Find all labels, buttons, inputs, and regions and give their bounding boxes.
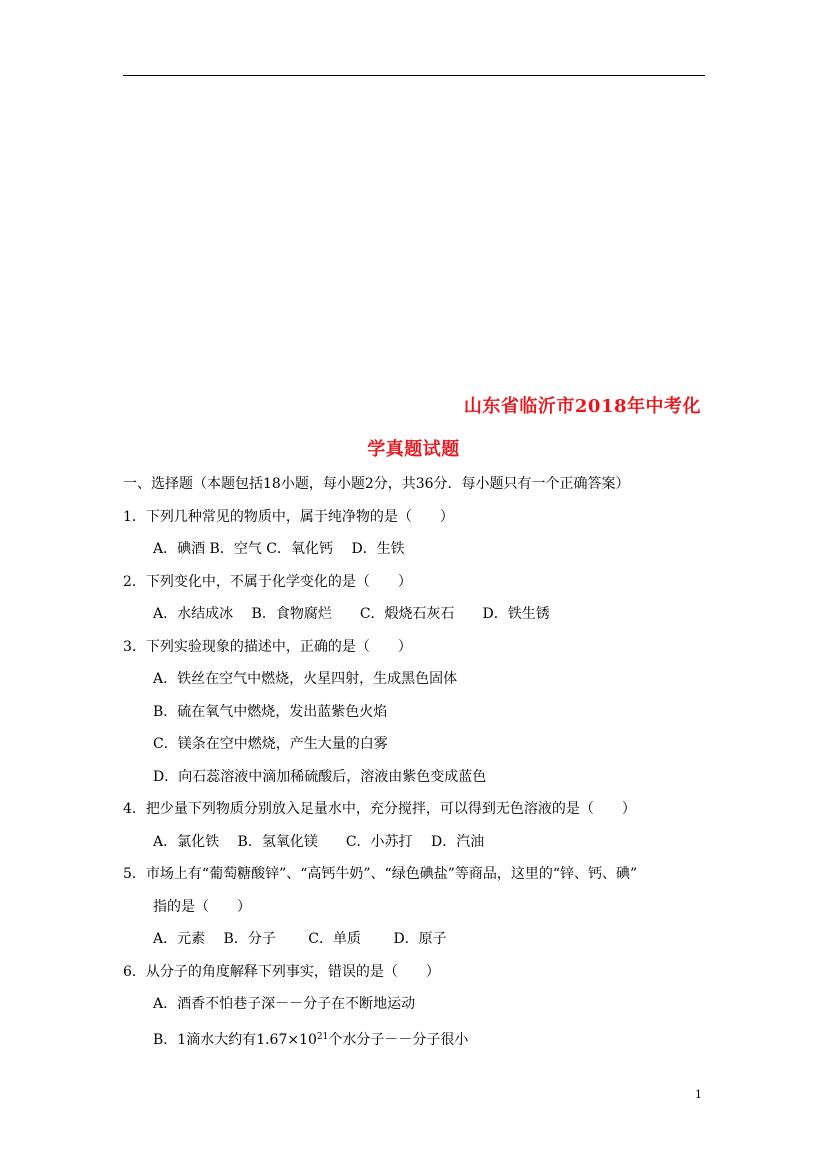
question-3-option-b: B．硫在氧气中燃烧，发出蓝紫色火焰 (153, 703, 388, 720)
question-1-options: A．碘酒 B．空气 C．氧化钙 D．生铁 (153, 541, 405, 557)
question-6-stem: 6．从分子的角度解释下列事实，错误的是（ ） (123, 963, 440, 980)
question-2-options: A．水结成冰 B．食物腐烂 C．煅烧石灰石 D．铁生锈 (153, 606, 550, 622)
question-2-stem: 2．下列变化中，不属于化学变化的是（ ） (123, 573, 412, 590)
option-b-text-post: 个水分子－－分子很小 (328, 1031, 469, 1048)
question-3-stem: 3．下列实验现象的描述中，正确的是（ ） (123, 638, 412, 655)
question-1-stem: 1．下列几种常见的物质中，属于纯净物的是（ ） (123, 508, 454, 525)
exponent: 21 (316, 1031, 329, 1042)
question-6-option-b (123, 1026, 713, 1059)
question-5-options: A．元素 B．分子 C．单质 D．原子 (153, 931, 447, 947)
section-heading: 一、选择题（本题包括18小题，每小题2分，共36分．每小题只有一个正确答案） (123, 476, 630, 492)
exam-content (123, 473, 713, 1058)
option-b-text-pre: B．1滴水大约有1.67×10 (153, 1031, 317, 1048)
question-5-stem-continued: 指的是（ ） (153, 898, 251, 915)
question-4-options: A．氯化铁 B．氢氧化镁 C．小苏打 D．汽油 (153, 833, 485, 850)
question-3-option-a: A．铁丝在空气中燃烧，火星四射，生成黑色固体 (153, 671, 458, 687)
title-line-2: 学真题试题 (367, 439, 460, 460)
header-rule (123, 75, 705, 76)
question-6-option-a: A．酒香不怕巷子深－－分子在不断地运动 (153, 996, 416, 1012)
question-4-stem: 4．把少量下列物质分别放入足量水中，充分搅拌，可以得到无色溶液的是（ ） (123, 801, 636, 817)
title-line-1: 山东省临沂市2018年中考化 (463, 396, 701, 417)
page-number: 1 (695, 1088, 702, 1101)
question-3-option-c: C．镁条在空中燃烧，产生大量的白雾 (153, 736, 388, 752)
question-3-option-d: D．向石蕊溶液中滴加稀硫酸后，溶液由紫色变成蓝色 (153, 768, 487, 785)
question-5-stem: 5．市场上有“葡萄糖酸锌”、“高钙牛奶”、“绿色碘盐”等商品，这里的“锌、钙、碘” (123, 866, 638, 882)
